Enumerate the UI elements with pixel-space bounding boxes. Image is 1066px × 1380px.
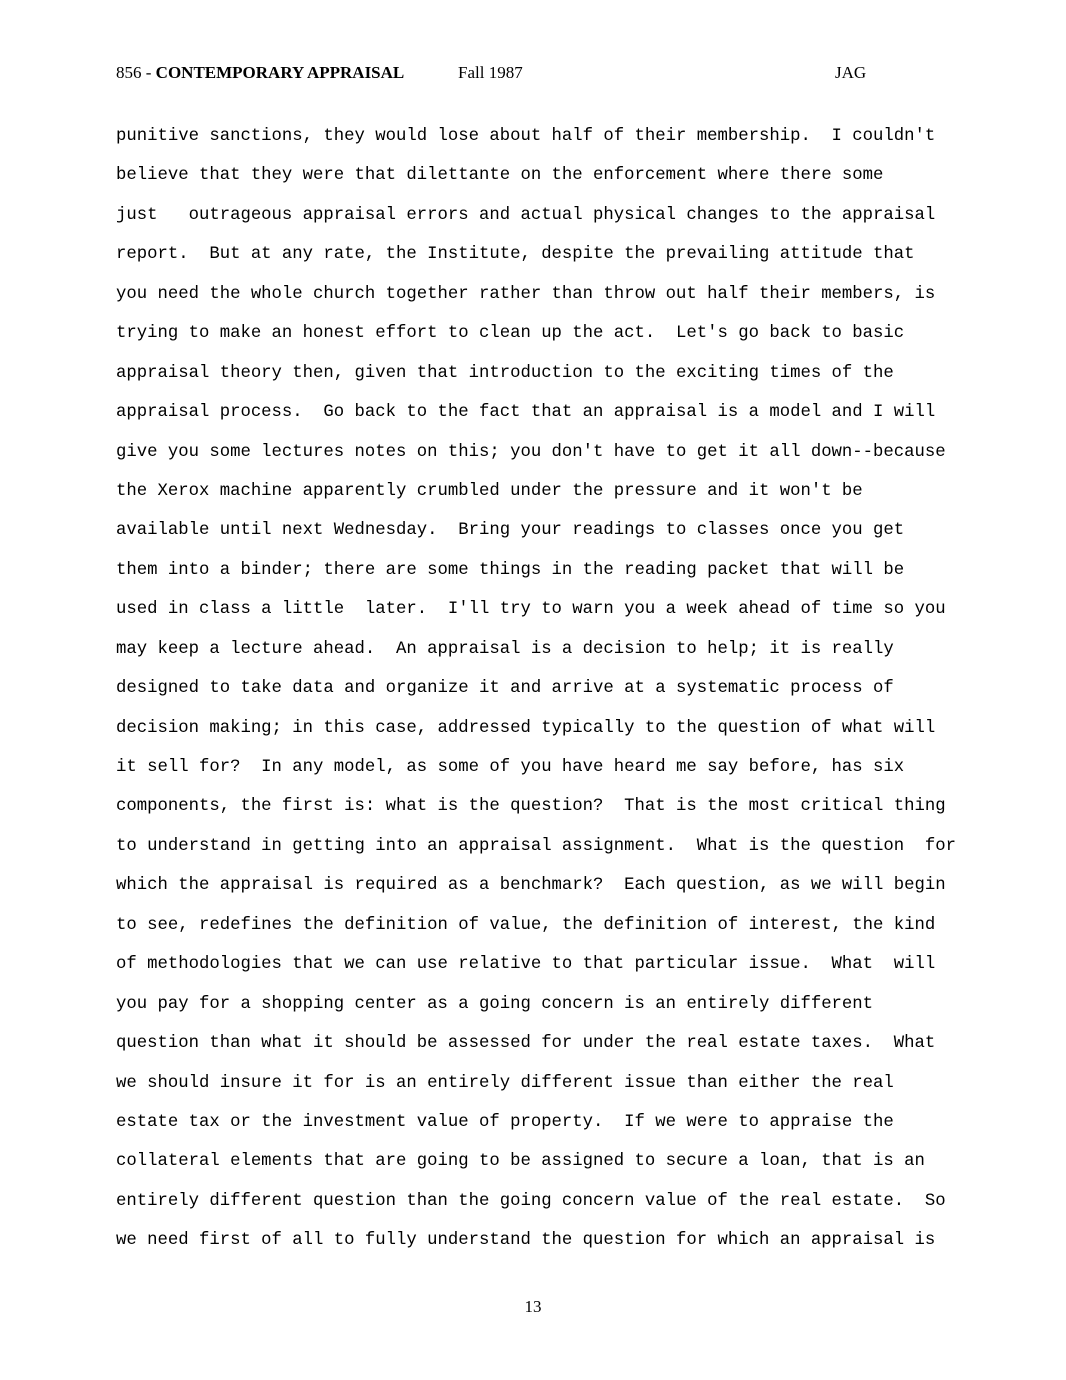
author-initials: JAG [835,63,867,82]
text-line: we need first of all to fully understand the question for which an appraisal is [116,1231,936,1251]
text-line: estate tax or the investment value of property. If we were to appraise the [116,1112,894,1132]
text-line: question than what it should be assessed for under the real estate taxes. What [116,1034,936,1054]
text-line: them into a binder; there are some things in the reading packet that will be [116,560,905,580]
text-line: which the appraisal is required as a benchmark? Each question, as we will begin [116,876,946,896]
page-header [116,62,956,84]
text-line: trying to make an honest effort to clean up the act. Let's go back to basic [116,324,905,344]
term-label: Fall 1987 [458,63,523,82]
page-number: 13 [524,1297,542,1316]
course-title: CONTEMPORARY APPRAISAL [155,63,405,82]
text-line: available until next Wednesday. Bring your readings to classes once you get [116,521,905,541]
text-line: appraisal process. Go back to the fact that an appraisal is a model and I will [116,403,936,423]
text-line: designed to take data and organize it and arrive at a systematic process of [116,679,894,699]
text-line: just outrageous appraisal errors and actual physical changes to the appraisal [116,205,936,225]
text-line: appraisal theory then, given that introduction to the exciting times of the [116,363,894,383]
text-line: components, the first is: what is the question? That is the most critical thing [116,797,946,817]
text-line: report. But at any rate, the Institute, despite the prevailing attitude that [116,245,915,265]
text-line: we should insure it for is an entirely different issue than either the real [116,1073,894,1093]
course-heading [116,62,404,84]
text-line: of methodologies that we can use relative to that particular issue. What will [116,955,936,975]
text-line: it sell for? In any model, as some of you have heard me say before, has six [116,758,905,777]
course-code: 856 - [116,63,156,82]
text-line: you pay for a shopping center as a going concern is an entirely different [116,994,874,1014]
text-line: to understand in getting into an appraisal assignment. What is the question for [116,836,957,856]
text-line: give you some lectures notes on this; you don't have to get it all down--because [116,442,946,462]
transcript-body [116,117,976,1261]
text-line: entirely different question than the going concern value of the real estate. So [116,1191,946,1211]
text-line: collateral elements that are going to be assigned to secure a loan, that is an [116,1152,925,1172]
text-line: may keep a lecture ahead. An appraisal is a decision to help; it is really [116,639,894,659]
text-line: punitive sanctions, they would lose about half of their membership. I couldn't [116,127,936,146]
text-line: to see, redefines the definition of value, the definition of interest, the kind [116,915,936,935]
text-line: believe that they were that dilettante on the enforcement where there some [116,166,884,186]
text-line: used in class a little later. I'll try to warn you a week ahead of time so you [116,600,946,620]
text-line: decision making; in this case, addressed typically to the question of what will [116,718,936,738]
text-line: the Xerox machine apparently crumbled under the pressure and it won't be [116,481,863,501]
text-line: you need the whole church together rather than throw out half their members, is [116,284,936,304]
